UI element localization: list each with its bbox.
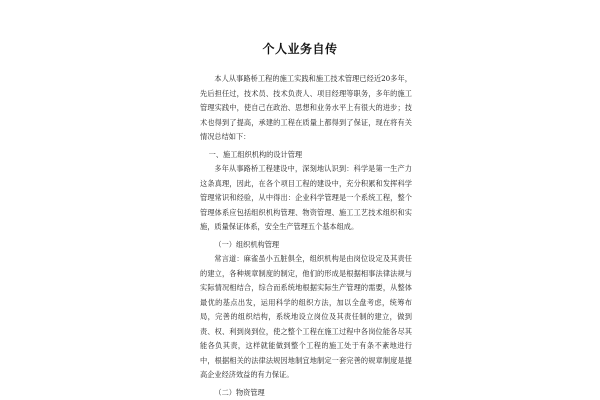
subsection-heading: （一）组织机构管理: [214, 239, 280, 249]
intro-paragraph: 本人从事路桥工程的施工实践和施工技术管理已经近20多年，先后担任过，技术员、技术负责人、项目经理等职务，多年的施工管理实践中，使自己在政治、思想和业务水平上有很大的进步；技术也得到了提高，承建的工程在质量上都得到了保证，现在将有关情况总结如下：: [200, 74, 412, 141]
section-paragraph: 多年从事路桥工程建设中，深刻地认识到：科学是第一生产力这条真理，因此，在各个项目工程的建设中，充分积累和发挥科学管理常识和经验，从中得出：企业科学管理是一个系统工程，整个管理体系应包括组织机构管理、物资管理、施工工艺技术组织和实施，质量保证体系，安全生产管理五个基本组成。: [200, 164, 412, 231]
subsection-heading: （二）物资管理: [214, 387, 265, 397]
subsection-paragraph: 常言道：麻雀虽小五脏俱全，组织机构是由岗位设定及其责任的建立，各种规章制度的制定，他们的形成是根据相事法律法规与实际情况相结合，综合而系统地根据实际生产管理的需要，从整体最优的基点出发，运用科学的组织方法，加以全盘考虑，统筹布局，完善的组织结构，系统地设立岗位及其责任制的建立，做到责、权、利到岗到位，使之整个工程在施工过程中各岗位能各尽其能各负其责，这样就能做到整个工程的施工处于有条不紊地进行中，根据相关的法律法规因地制宜地制定一套完善的规章制度是提高企业经济效益的有力保证。: [200, 254, 412, 379]
section-heading: 一、施工组织机构的设计管理: [208, 149, 303, 159]
document-title: 个人业务自传: [262, 42, 338, 56]
document-body: [200, 72, 412, 400]
